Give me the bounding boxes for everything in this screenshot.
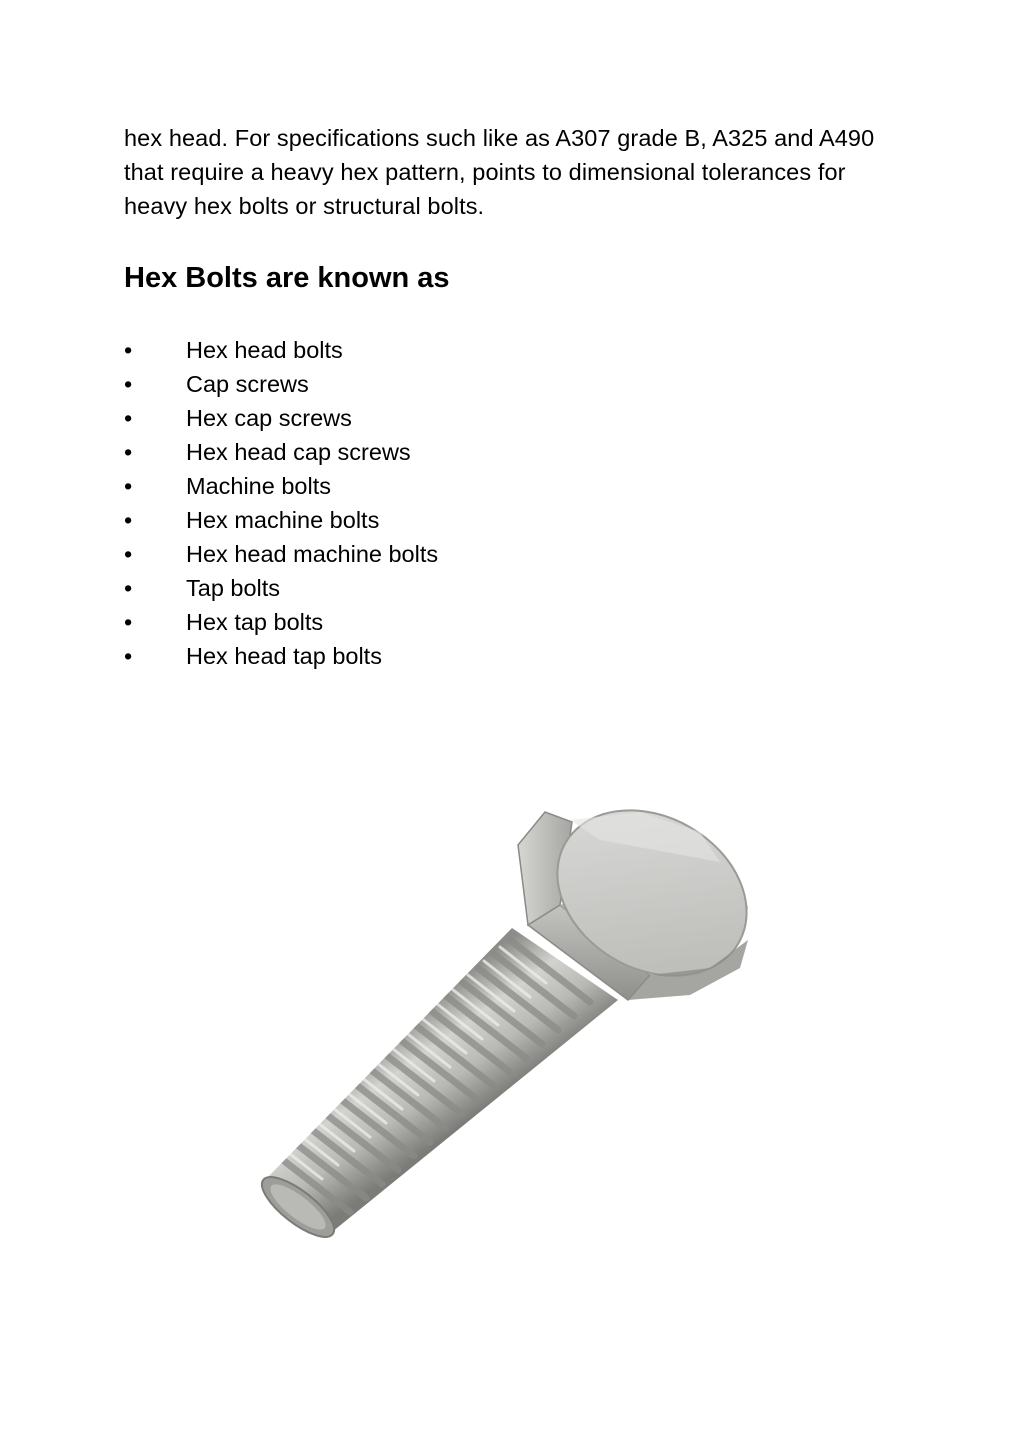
list-item <box>124 571 438 605</box>
bullet: • <box>124 473 133 499</box>
list-item <box>124 435 438 469</box>
list-item-label: Hex head cap screws <box>186 439 411 465</box>
list-item-label: Machine bolts <box>186 473 331 499</box>
list-item-label: Hex cap screws <box>186 405 352 431</box>
list-item-label: Hex tap bolts <box>186 609 324 635</box>
list-item-label: Cap screws <box>186 371 309 397</box>
alias-list <box>124 333 438 673</box>
bullet: • <box>124 405 133 431</box>
list-item <box>124 639 438 673</box>
intro-paragraph: hex head. For specifications such like as A307 grade B, A325 and A490 that require a heavy hex pattern, points to dimensional tolerances for heavy hex bolts or structural bolts. <box>124 125 875 219</box>
bullet: • <box>124 337 133 363</box>
bullet: • <box>124 507 133 533</box>
list-item-label: Hex head machine bolts <box>186 541 439 567</box>
list-item <box>124 605 438 639</box>
list-item <box>124 469 438 503</box>
bullet: • <box>124 575 133 601</box>
list-item-label: Hex head bolts <box>186 337 343 363</box>
list-item-label: Tap bolts <box>186 575 281 601</box>
list-item <box>124 537 438 571</box>
bullet: • <box>124 541 133 567</box>
bullet: • <box>124 643 133 669</box>
list-item-label: Hex head tap bolts <box>186 643 382 669</box>
bolt-shank <box>253 928 618 1247</box>
section-heading: Hex Bolts are known as <box>124 262 450 294</box>
list-item <box>124 367 438 401</box>
list-item <box>124 333 438 367</box>
bullet: • <box>124 439 133 465</box>
bullet: • <box>124 609 133 635</box>
bullet: • <box>124 371 133 397</box>
list-item <box>124 401 438 435</box>
hex-bolt-image <box>250 795 770 1255</box>
list-item <box>124 503 438 537</box>
list-item-label: Hex machine bolts <box>186 507 380 533</box>
